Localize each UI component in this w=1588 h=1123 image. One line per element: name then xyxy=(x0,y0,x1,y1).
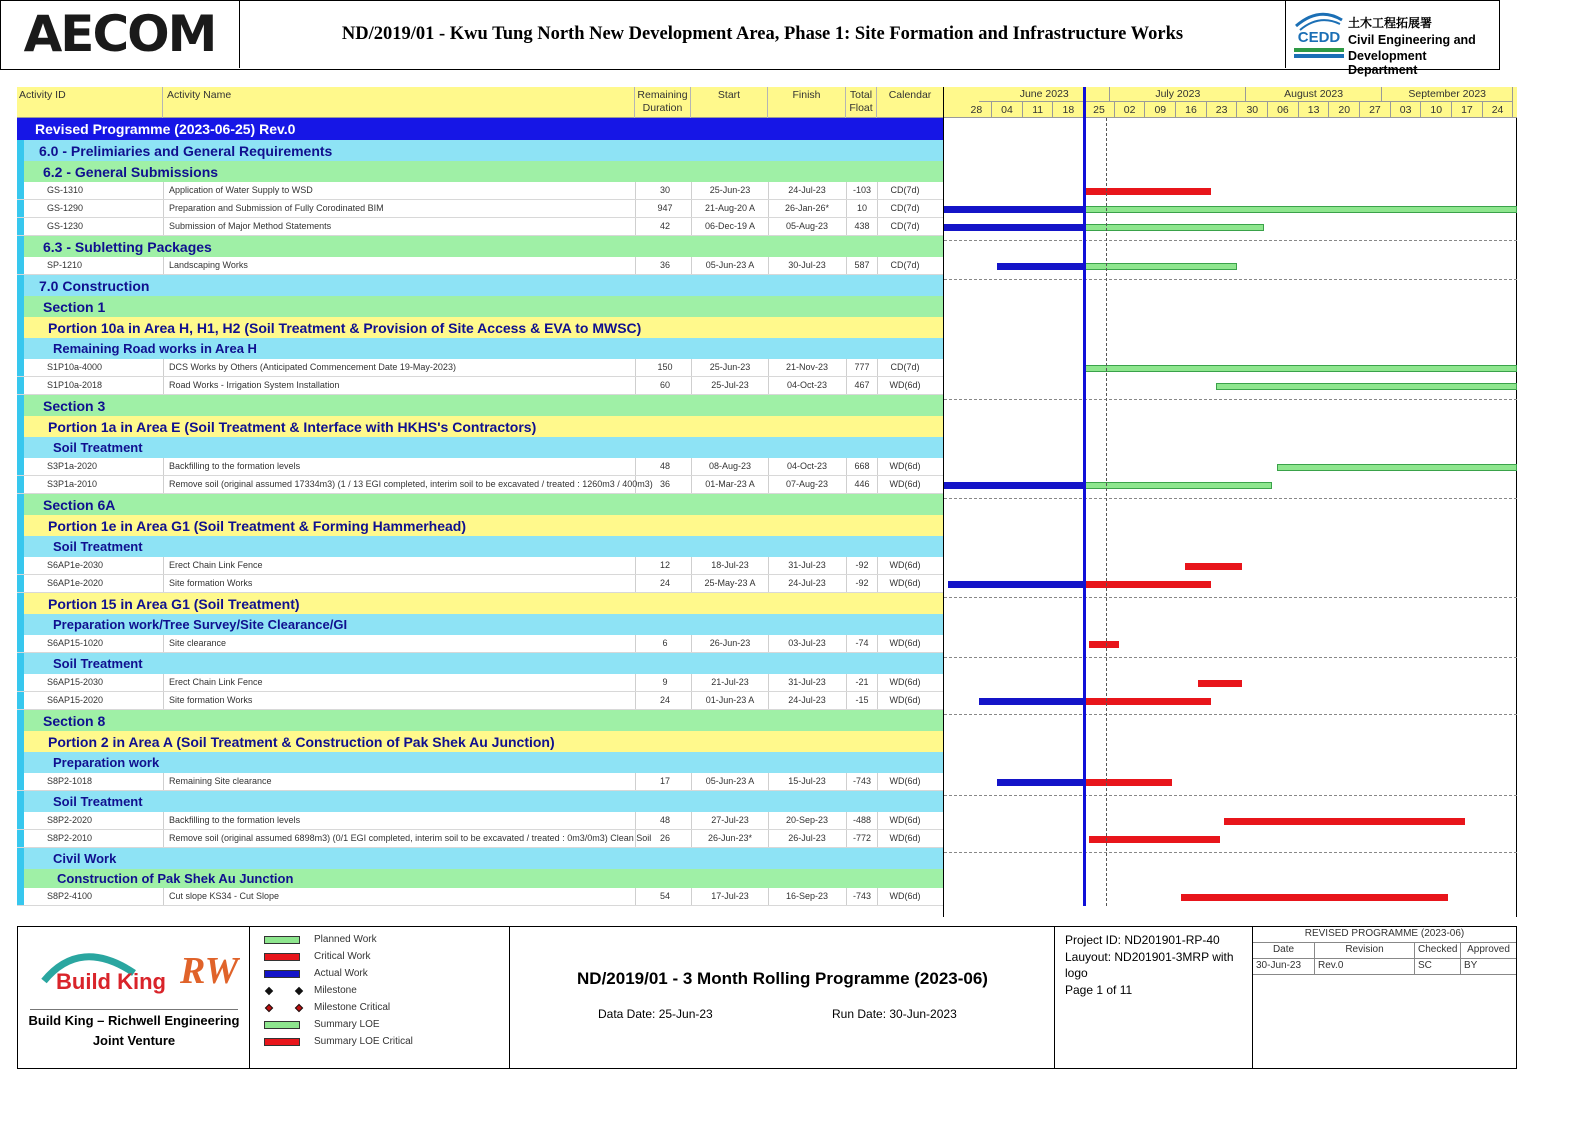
rev-approved: BY xyxy=(1461,959,1516,975)
activity-id: GS-1290 xyxy=(47,203,84,213)
actual-work-bar xyxy=(979,698,1084,705)
activity-name: DCS Works by Others (Anticipated Commencement Date 19-May-2023) xyxy=(169,362,456,372)
timescale-week: 10 xyxy=(1421,102,1452,118)
calendar: CD(7d) xyxy=(890,185,920,195)
timescale-week: 04 xyxy=(992,102,1023,118)
wbs-band-label: Soil Treatment xyxy=(53,794,143,809)
jv-name-line-2: Joint Venture xyxy=(92,1033,176,1048)
col-activity-id: Activity ID xyxy=(17,87,163,118)
finish-date: 31-Jul-23 xyxy=(788,677,826,687)
total-float: 446 xyxy=(854,479,870,489)
remaining-duration: 36 xyxy=(659,479,670,489)
revision-title: REVISED PROGRAMME (2023-06) xyxy=(1253,927,1516,943)
finish-date: 04-Oct-23 xyxy=(786,461,828,471)
activity-id: S6AP15-2020 xyxy=(47,695,104,705)
total-float: -74 xyxy=(855,638,869,648)
activity-name: Remove soil (original assumed 6898m3) (0/1 EGI completed, interim soil to be excavated / treated : 0m3/0m3) Clean Soil xyxy=(169,833,652,843)
finish-date: 21-Nov-23 xyxy=(785,362,829,372)
calendar: WD(6d) xyxy=(889,380,921,390)
calendar: WD(6d) xyxy=(889,638,921,648)
wbs-band xyxy=(17,710,943,731)
wbs-band-label: Preparation work/Tree Survey/Site Clearance/GI xyxy=(53,617,348,632)
start-date: 25-Jul-23 xyxy=(711,380,749,390)
cedd-logo-text: CEDD xyxy=(1297,29,1341,46)
gantt-separator xyxy=(944,597,1517,598)
activity-name: Remaining Site clearance xyxy=(169,776,272,786)
calendar: WD(6d) xyxy=(889,833,921,843)
wbs-band xyxy=(17,161,943,182)
gantt-separator xyxy=(944,498,1517,499)
wbs-band xyxy=(17,236,943,257)
activity-row xyxy=(17,830,943,848)
activity-row xyxy=(17,476,943,494)
rev-date: 30-Jun-23 xyxy=(1253,959,1315,975)
wbs-band xyxy=(17,731,943,752)
activity-id: S6AP1e-2030 xyxy=(47,560,104,570)
total-float: 668 xyxy=(854,461,870,471)
title-block xyxy=(0,0,1500,77)
finish-date: 15-Jul-23 xyxy=(788,776,826,786)
timescale-week: 03 xyxy=(1391,102,1422,118)
wbs-band xyxy=(17,869,943,888)
wbs-band-label: Preparation work xyxy=(53,755,160,770)
wbs-band xyxy=(17,395,943,416)
cedd-chinese-name: 土木工程拓展署 xyxy=(1348,16,1433,30)
wbs-band-label: Portion 10a in Area H, H1, H2 (Soil Treatment & Provision of Site Access & EVA to MWSC) xyxy=(48,319,642,336)
calendar: CD(7d) xyxy=(890,260,920,270)
wbs-band-label: 6.0 - Prelimiaries and General Requirements xyxy=(39,142,333,159)
gantt-separator xyxy=(944,399,1517,400)
activity-row xyxy=(17,200,943,218)
activity-name: Erect Chain Link Fence xyxy=(169,677,263,687)
critical-work-bar xyxy=(1084,779,1172,786)
activity-id: SP-1210 xyxy=(47,260,83,270)
remaining-duration: 42 xyxy=(659,221,670,231)
revision-table xyxy=(1253,927,1516,1068)
wbs-band-label: Section 8 xyxy=(43,712,106,729)
timescale-week: 13 xyxy=(1299,102,1330,118)
start-date: 21-Aug-20 A xyxy=(704,203,756,213)
planned-work-bar xyxy=(1084,365,1517,372)
calendar: WD(6d) xyxy=(889,891,921,901)
col-activity-name: Activity Name xyxy=(163,87,635,118)
actual-work-bar xyxy=(944,224,1084,231)
wbs-band xyxy=(17,848,943,869)
total-float: -92 xyxy=(855,560,869,570)
rev-checked: SC xyxy=(1415,959,1461,975)
activity-row xyxy=(17,359,943,377)
gantt-separator xyxy=(944,795,1517,796)
activity-name: Backfilling to the formation levels xyxy=(169,815,301,825)
total-float: -772 xyxy=(852,833,871,843)
calendar: WD(6d) xyxy=(889,815,921,825)
start-date: 26-Jun-23* xyxy=(707,833,753,843)
wbs-band xyxy=(17,614,943,635)
remaining-duration: 12 xyxy=(659,560,670,570)
layout-line-1: Lauyout: ND201901-3MRP with xyxy=(1065,950,1234,964)
total-float: 467 xyxy=(854,380,870,390)
cedd-name-line-1: Civil Engineering and xyxy=(1348,33,1476,47)
activity-row xyxy=(17,257,943,275)
programme-title: ND/2019/01 - 3 Month Rolling Programme (2023-06) xyxy=(577,969,988,988)
remaining-duration: 24 xyxy=(659,695,670,705)
col-total-float: Total Float xyxy=(846,87,877,118)
start-date: 18-Jul-23 xyxy=(711,560,749,570)
timescale-month: June 2023 xyxy=(979,87,1110,102)
planned-work-bar xyxy=(1277,464,1517,471)
gantt-chart xyxy=(943,87,1517,917)
finish-date: 31-Jul-23 xyxy=(788,560,826,570)
actual-work-bar xyxy=(997,779,1085,786)
timescale-week: 25 xyxy=(1084,102,1115,118)
critical-work-bar xyxy=(1084,188,1211,195)
start-date: 25-Jun-23 xyxy=(709,362,751,372)
activity-row xyxy=(17,812,943,830)
wbs-band xyxy=(17,593,943,614)
timescale-week: 30 xyxy=(1237,102,1268,118)
total-float: 10 xyxy=(856,203,867,213)
gantt-separator xyxy=(944,852,1517,853)
activity-row xyxy=(17,773,943,791)
timescale-week: 23 xyxy=(1207,102,1238,118)
rev-header-checked: Checked xyxy=(1415,943,1461,959)
activity-row xyxy=(17,182,943,200)
activity-row xyxy=(17,218,943,236)
total-float: 777 xyxy=(854,362,870,372)
critical-work-bar xyxy=(1084,698,1211,705)
data-date-line xyxy=(1083,87,1086,906)
calendar: CD(7d) xyxy=(890,203,920,213)
wbs-band xyxy=(17,317,943,338)
finish-date: 16-Sep-23 xyxy=(785,891,829,901)
timescale-month: September 2023 xyxy=(1382,87,1513,102)
remaining-duration: 48 xyxy=(659,461,670,471)
remaining-duration: 30 xyxy=(659,185,670,195)
activity-id: S8P2-4100 xyxy=(47,891,93,901)
wbs-band-label: Revised Programme (2023-06-25) Rev.0 xyxy=(35,121,296,137)
legend: Planned Work Critical Work Actual Work Milestone Milestone Critical Summary LOE Summary LOE Critical xyxy=(250,927,510,1068)
remaining-duration: 9 xyxy=(662,677,668,687)
activity-row xyxy=(17,635,943,653)
wbs-band xyxy=(17,338,943,359)
wbs-band xyxy=(17,536,943,557)
remaining-duration: 36 xyxy=(659,260,670,270)
activity-id: GS-1230 xyxy=(47,221,84,231)
activity-name: Submission of Major Method Statements xyxy=(169,221,332,231)
remaining-duration: 60 xyxy=(659,380,670,390)
actual-work-bar xyxy=(948,581,1084,588)
planned-work-bar xyxy=(1084,224,1264,231)
critical-work-bar xyxy=(1181,894,1448,901)
planned-work-bar xyxy=(1084,482,1272,489)
timescale-week: 06 xyxy=(1268,102,1299,118)
activity-table xyxy=(17,87,943,917)
col-finish: Finish xyxy=(768,87,846,118)
start-date: 06-Dec-19 A xyxy=(704,221,756,231)
activity-id: S6AP1e-2020 xyxy=(47,578,104,588)
gantt-separator xyxy=(944,240,1517,241)
finish-date: 30-Jul-23 xyxy=(788,260,826,270)
jv-divider xyxy=(30,1009,238,1010)
activity-id: S6AP15-2030 xyxy=(47,677,104,687)
layout-line-2: logo xyxy=(1065,966,1088,980)
remaining-duration: 54 xyxy=(659,891,670,901)
finish-date: 04-Oct-23 xyxy=(786,380,828,390)
project-title: ND/2019/01 - Kwu Tung North New Development Area, Phase 1: Site Formation and Infrastructure Works xyxy=(341,23,1184,44)
wbs-band-label: 6.3 - Subletting Packages xyxy=(43,238,212,255)
activity-name: Site clearance xyxy=(169,638,227,648)
col-calendar: Calendar xyxy=(888,89,932,101)
activity-id: S1P10a-2018 xyxy=(47,380,103,390)
planned-work-bar xyxy=(1084,263,1237,270)
wbs-band xyxy=(17,140,943,161)
timescale-week: 20 xyxy=(1329,102,1360,118)
timescale-week: 17 xyxy=(1452,102,1483,118)
jv-name-line-1: Build King – Richwell Engineering xyxy=(28,1013,240,1028)
total-float: -488 xyxy=(852,815,871,825)
calendar: WD(6d) xyxy=(889,560,921,570)
wbs-band xyxy=(17,437,943,458)
start-date: 25-May-23 A xyxy=(704,578,756,588)
build-king-wordmark: Build King xyxy=(56,969,166,994)
planned-work-bar xyxy=(1084,206,1517,213)
wbs-band-label: Portion 1e in Area G1 (Soil Treatment & Forming Hammerhead) xyxy=(48,517,467,534)
wbs-band xyxy=(17,275,943,296)
richwell-wordmark: RW xyxy=(180,950,239,992)
actual-work-bar xyxy=(944,482,1084,489)
page-number: Page 1 of 11 xyxy=(1065,983,1133,997)
timescale-week: 16 xyxy=(1176,102,1207,118)
calendar: WD(6d) xyxy=(889,695,921,705)
wbs-band xyxy=(17,494,943,515)
timescale-week: 27 xyxy=(1360,102,1391,118)
calendar: CD(7d) xyxy=(890,221,920,231)
calendar: CD(7d) xyxy=(890,362,920,372)
activity-row xyxy=(17,458,943,476)
actual-work-bar xyxy=(944,206,1084,213)
activity-name: Application of Water Supply to WSD xyxy=(169,185,313,195)
total-float: -92 xyxy=(855,578,869,588)
activity-id: S8P2-2020 xyxy=(47,815,93,825)
total-float: -743 xyxy=(852,891,871,901)
wbs-band-label: Section 3 xyxy=(43,397,106,414)
finish-date: 03-Jul-23 xyxy=(788,638,826,648)
timescale-week: 28 xyxy=(962,102,993,118)
critical-work-bar xyxy=(1224,818,1465,825)
critical-work-bar xyxy=(1089,836,1220,843)
timescale xyxy=(944,87,1517,118)
rev-header-revision: Revision xyxy=(1315,943,1415,959)
wbs-band xyxy=(17,118,943,140)
total-float: -103 xyxy=(852,185,871,195)
timescale-month: August 2023 xyxy=(1246,87,1382,102)
wbs-band-label: Soil Treatment xyxy=(53,539,143,554)
gantt-separator xyxy=(944,279,1517,280)
calendar: WD(6d) xyxy=(889,776,921,786)
wbs-band-label: 6.2 - General Submissions xyxy=(43,163,219,180)
activity-id: S3P1a-2020 xyxy=(47,461,98,471)
rev-header-date: Date xyxy=(1253,943,1315,959)
timescale-month: July 2023 xyxy=(1110,87,1246,102)
timescale-week: 18 xyxy=(1054,102,1085,118)
activity-row xyxy=(17,377,943,395)
run-date: Run Date: 30-Jun-2023 xyxy=(832,1007,957,1021)
activity-name: Backfilling to the formation levels xyxy=(169,461,301,471)
calendar: WD(6d) xyxy=(889,578,921,588)
finish-date: 20-Sep-23 xyxy=(785,815,829,825)
wbs-band xyxy=(17,791,943,812)
actual-work-bar xyxy=(997,263,1085,270)
start-date: 25-Jun-23 xyxy=(709,185,751,195)
aecom-logo: AECOM xyxy=(0,0,240,68)
critical-work-bar xyxy=(1185,563,1242,570)
start-date: 01-Jun-23 A xyxy=(705,695,755,705)
total-float: -15 xyxy=(855,695,869,705)
activity-name: Erect Chain Link Fence xyxy=(169,560,263,570)
finish-date: 24-Jul-23 xyxy=(788,695,826,705)
activity-row xyxy=(17,674,943,692)
col-start: Start xyxy=(691,87,768,118)
wbs-band xyxy=(17,752,943,773)
finish-date: 24-Jul-23 xyxy=(788,185,826,195)
start-date: 27-Jul-23 xyxy=(711,815,749,825)
activity-row xyxy=(17,692,943,710)
table-header xyxy=(17,87,943,118)
activity-name: Cut slope KS34 - Cut Slope xyxy=(169,891,280,901)
critical-work-bar xyxy=(1089,641,1120,648)
rev-revision: Rev.0 xyxy=(1315,959,1415,975)
wbs-band xyxy=(17,416,943,437)
finish-date: 26-Jan-26* xyxy=(784,203,830,213)
wbs-band-label: Soil Treatment xyxy=(53,656,143,671)
remaining-duration: 947 xyxy=(657,203,673,213)
rev-header-approved: Approved xyxy=(1461,943,1516,959)
activity-row xyxy=(17,575,943,593)
remaining-duration: 48 xyxy=(659,815,670,825)
activity-name: Site formation Works xyxy=(169,695,253,705)
gantt-separator xyxy=(944,714,1517,715)
start-date: 08-Aug-23 xyxy=(708,461,752,471)
wbs-band-label: Portion 2 in Area A (Soil Treatment & Construction of Pak Shek Au Junction) xyxy=(48,733,555,750)
activity-name: Remove soil (original assumed 17334m3) (1 / 13 EGI completed, interim soil to be excavated / treated : 1260m3 / 400m3) xyxy=(169,479,653,489)
activity-name: Preparation and Submission of Fully Corodinated BIM xyxy=(169,203,384,213)
project-info xyxy=(1055,927,1253,1068)
finish-date: 24-Jul-23 xyxy=(788,578,826,588)
start-date: 26-Jun-23 xyxy=(709,638,751,648)
timescale-week: 11 xyxy=(1023,102,1054,118)
finish-date: 05-Aug-23 xyxy=(785,221,829,231)
wbs-band-label: Section 6A xyxy=(43,496,116,513)
total-float: 438 xyxy=(854,221,870,231)
wbs-band-label: Remaining Road works in Area H xyxy=(53,341,257,356)
activity-id: GS-1310 xyxy=(47,185,84,195)
start-date: 05-Jun-23 A xyxy=(705,776,755,786)
build-king-richwell-logo-icon xyxy=(30,941,240,1001)
remaining-duration: 17 xyxy=(659,776,670,786)
activity-row xyxy=(17,557,943,575)
wbs-band xyxy=(17,515,943,536)
critical-work-bar xyxy=(1198,680,1242,687)
run-date-line xyxy=(1106,118,1107,906)
remaining-duration: 150 xyxy=(657,362,673,372)
wbs-band-label: Civil Work xyxy=(53,851,117,866)
calendar: WD(6d) xyxy=(889,677,921,687)
footer-block xyxy=(17,926,1517,1069)
remaining-duration: 24 xyxy=(659,578,670,588)
cedd-logo-block xyxy=(1285,0,1498,77)
wbs-band-label: Portion 1a in Area E (Soil Treatment & Interface with HKHS's Contractors) xyxy=(48,418,537,435)
wbs-band-label: Section 1 xyxy=(43,298,106,315)
timescale-week: 24 xyxy=(1483,102,1514,118)
activity-id: S3P1a-2010 xyxy=(47,479,98,489)
activity-id: S8P2-2010 xyxy=(47,833,93,843)
activity-id: S8P2-1018 xyxy=(47,776,93,786)
calendar: WD(6d) xyxy=(889,461,921,471)
cedd-name-line-2: Development Department xyxy=(1348,49,1427,77)
data-date: Data Date: 25-Jun-23 xyxy=(598,1007,713,1021)
total-float: -21 xyxy=(855,677,869,687)
finish-date: 07-Aug-23 xyxy=(785,479,829,489)
jv-logo-block xyxy=(18,927,250,1068)
start-date: 05-Jun-23 A xyxy=(705,260,755,270)
critical-work-bar xyxy=(1084,581,1211,588)
wbs-band-label: Soil Treatment xyxy=(53,440,143,455)
remaining-duration: 6 xyxy=(662,638,668,648)
remaining-duration: 26 xyxy=(659,833,670,843)
total-float: 587 xyxy=(854,260,870,270)
timescale-week: 02 xyxy=(1115,102,1146,118)
wbs-band-label: Portion 15 in Area G1 (Soil Treatment) xyxy=(48,595,300,612)
activity-id: S1P10a-4000 xyxy=(47,362,103,372)
planned-work-bar xyxy=(1216,383,1517,390)
calendar: WD(6d) xyxy=(889,479,921,489)
cedd-emblem-icon xyxy=(1292,8,1346,60)
start-date: 21-Jul-23 xyxy=(711,677,749,687)
activity-name: Road Works - Irrigation System Installation xyxy=(169,380,340,390)
start-date: 01-Mar-23 A xyxy=(705,479,755,489)
activity-id: S6AP15-1020 xyxy=(47,638,104,648)
col-remaining-duration: Remaining Duration xyxy=(635,87,691,118)
activity-name: Site formation Works xyxy=(169,578,253,588)
programme-block xyxy=(510,927,1055,1068)
wbs-band xyxy=(17,653,943,674)
activity-name: Landscaping Works xyxy=(169,260,248,270)
timescale-week: 09 xyxy=(1145,102,1176,118)
project-id: Project ID: ND201901-RP-40 xyxy=(1065,933,1220,947)
wbs-band-label: Construction of Pak Shek Au Junction xyxy=(57,871,294,886)
gantt-separator xyxy=(944,657,1517,658)
finish-date: 26-Jul-23 xyxy=(788,833,826,843)
total-float: -743 xyxy=(852,776,871,786)
activity-row xyxy=(17,888,943,906)
wbs-band-label: 7.0 Construction xyxy=(39,277,150,294)
start-date: 17-Jul-23 xyxy=(711,891,749,901)
wbs-band xyxy=(17,296,943,317)
